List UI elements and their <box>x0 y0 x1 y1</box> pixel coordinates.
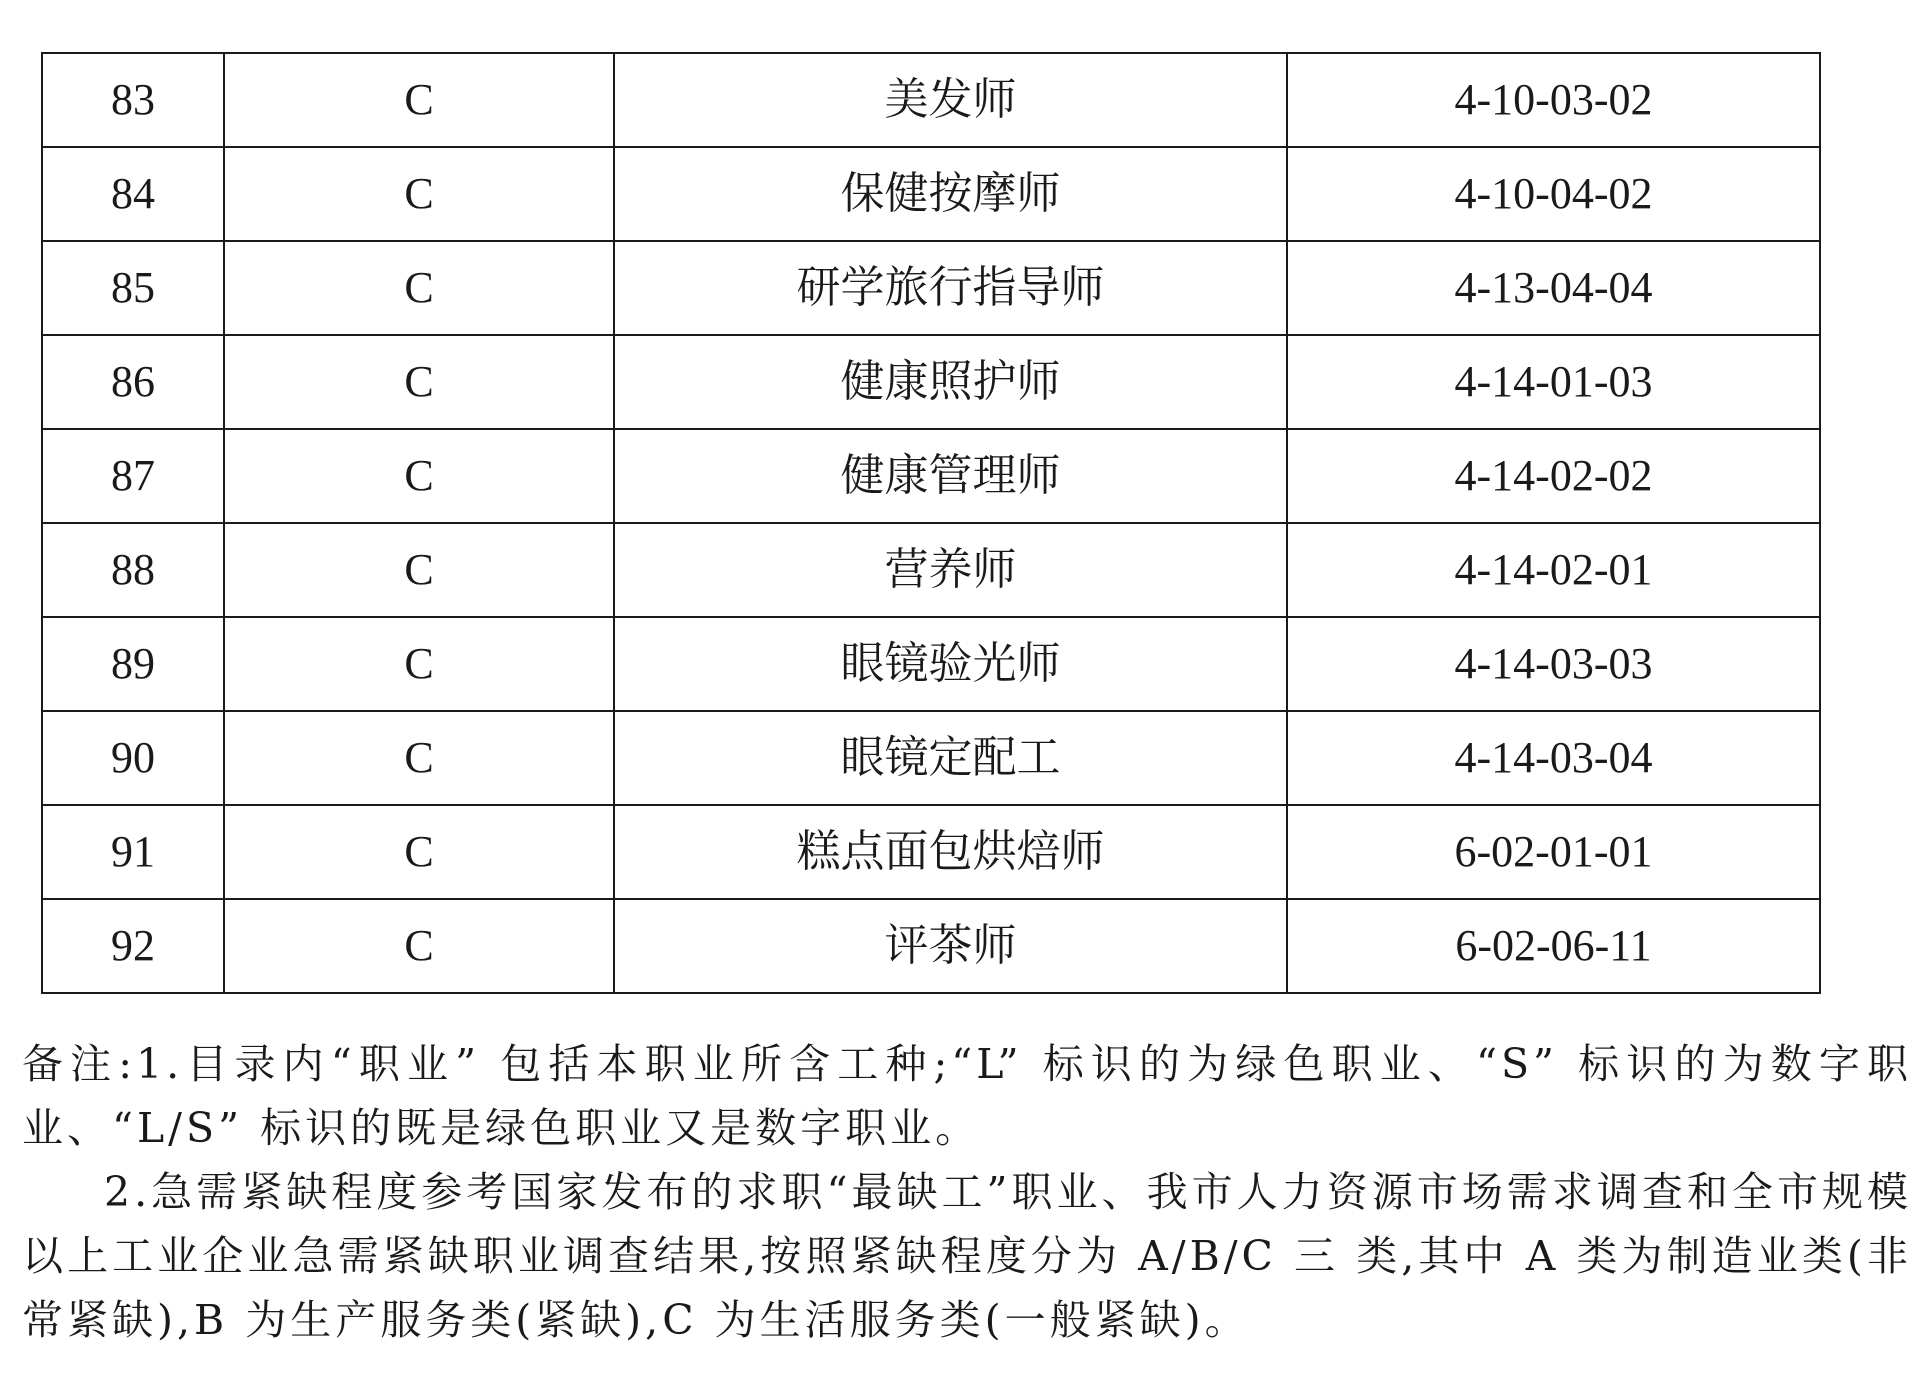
occupation-code: 4-14-01-03 <box>1287 335 1820 429</box>
note-1: 备注:1.目录内“职业” 包括本职业所含工种;“L” 标识的为绿色职业、“S” 标识的为数字职业、“L/S” 标识的既是绿色职业又是数字职业。 <box>22 1040 1912 1152</box>
shortage-level: C <box>224 147 614 241</box>
occupation-name: 美发师 <box>614 53 1287 147</box>
occupation-code: 4-14-03-03 <box>1287 617 1820 711</box>
row-number: 90 <box>42 711 224 805</box>
table-row <box>42 241 1820 335</box>
occupation-name: 健康管理师 <box>614 429 1287 523</box>
row-number: 86 <box>42 335 224 429</box>
row-number: 84 <box>42 147 224 241</box>
shortage-level: C <box>224 711 614 805</box>
shortage-level: C <box>224 335 614 429</box>
occupation-code: 4-14-03-04 <box>1287 711 1820 805</box>
occupation-table <box>41 52 1821 994</box>
occupation-name: 健康照护师 <box>614 335 1287 429</box>
note-2: 2.急需紧缺程度参考国家发布的求职“最缺工”职业、我市人力资源市场需求调查和全市规模以上工业企业急需紧缺职业调查结果,按照紧缺程度分为 A/B/C 三 类,其中 A 类为制造业类(非常紧缺),B 为生产服务类(紧缺),C 为生活服务类(一般紧缺)。 <box>22 1168 1912 1344</box>
notes-section <box>22 1032 1912 1352</box>
shortage-level: C <box>224 805 614 899</box>
occupation-name: 眼镜验光师 <box>614 617 1287 711</box>
table-row <box>42 805 1820 899</box>
row-number: 89 <box>42 617 224 711</box>
row-number: 83 <box>42 53 224 147</box>
shortage-level: C <box>224 617 614 711</box>
occupation-name: 眼镜定配工 <box>614 711 1287 805</box>
table-row <box>42 53 1820 147</box>
table-row <box>42 711 1820 805</box>
occupation-name: 糕点面包烘焙师 <box>614 805 1287 899</box>
occupation-code: 4-13-04-04 <box>1287 241 1820 335</box>
row-number: 92 <box>42 899 224 993</box>
table-row <box>42 617 1820 711</box>
occupation-code: 4-14-02-02 <box>1287 429 1820 523</box>
occupation-code: 4-10-03-02 <box>1287 53 1820 147</box>
occupation-table-wrapper <box>41 52 1819 994</box>
shortage-level: C <box>224 53 614 147</box>
shortage-level: C <box>224 523 614 617</box>
shortage-level: C <box>224 241 614 335</box>
row-number: 91 <box>42 805 224 899</box>
table-row <box>42 335 1820 429</box>
occupation-name: 评茶师 <box>614 899 1287 993</box>
occupation-code: 6-02-01-01 <box>1287 805 1820 899</box>
table-row <box>42 899 1820 993</box>
occupation-name: 研学旅行指导师 <box>614 241 1287 335</box>
shortage-level: C <box>224 899 614 993</box>
occupation-code: 4-10-04-02 <box>1287 147 1820 241</box>
row-number: 87 <box>42 429 224 523</box>
occupation-name: 保健按摩师 <box>614 147 1287 241</box>
occupation-name: 营养师 <box>614 523 1287 617</box>
table-row <box>42 523 1820 617</box>
row-number: 85 <box>42 241 224 335</box>
occupation-code: 6-02-06-11 <box>1287 899 1820 993</box>
row-number: 88 <box>42 523 224 617</box>
table-row <box>42 147 1820 241</box>
shortage-level: C <box>224 429 614 523</box>
table-row <box>42 429 1820 523</box>
occupation-code: 4-14-02-01 <box>1287 523 1820 617</box>
